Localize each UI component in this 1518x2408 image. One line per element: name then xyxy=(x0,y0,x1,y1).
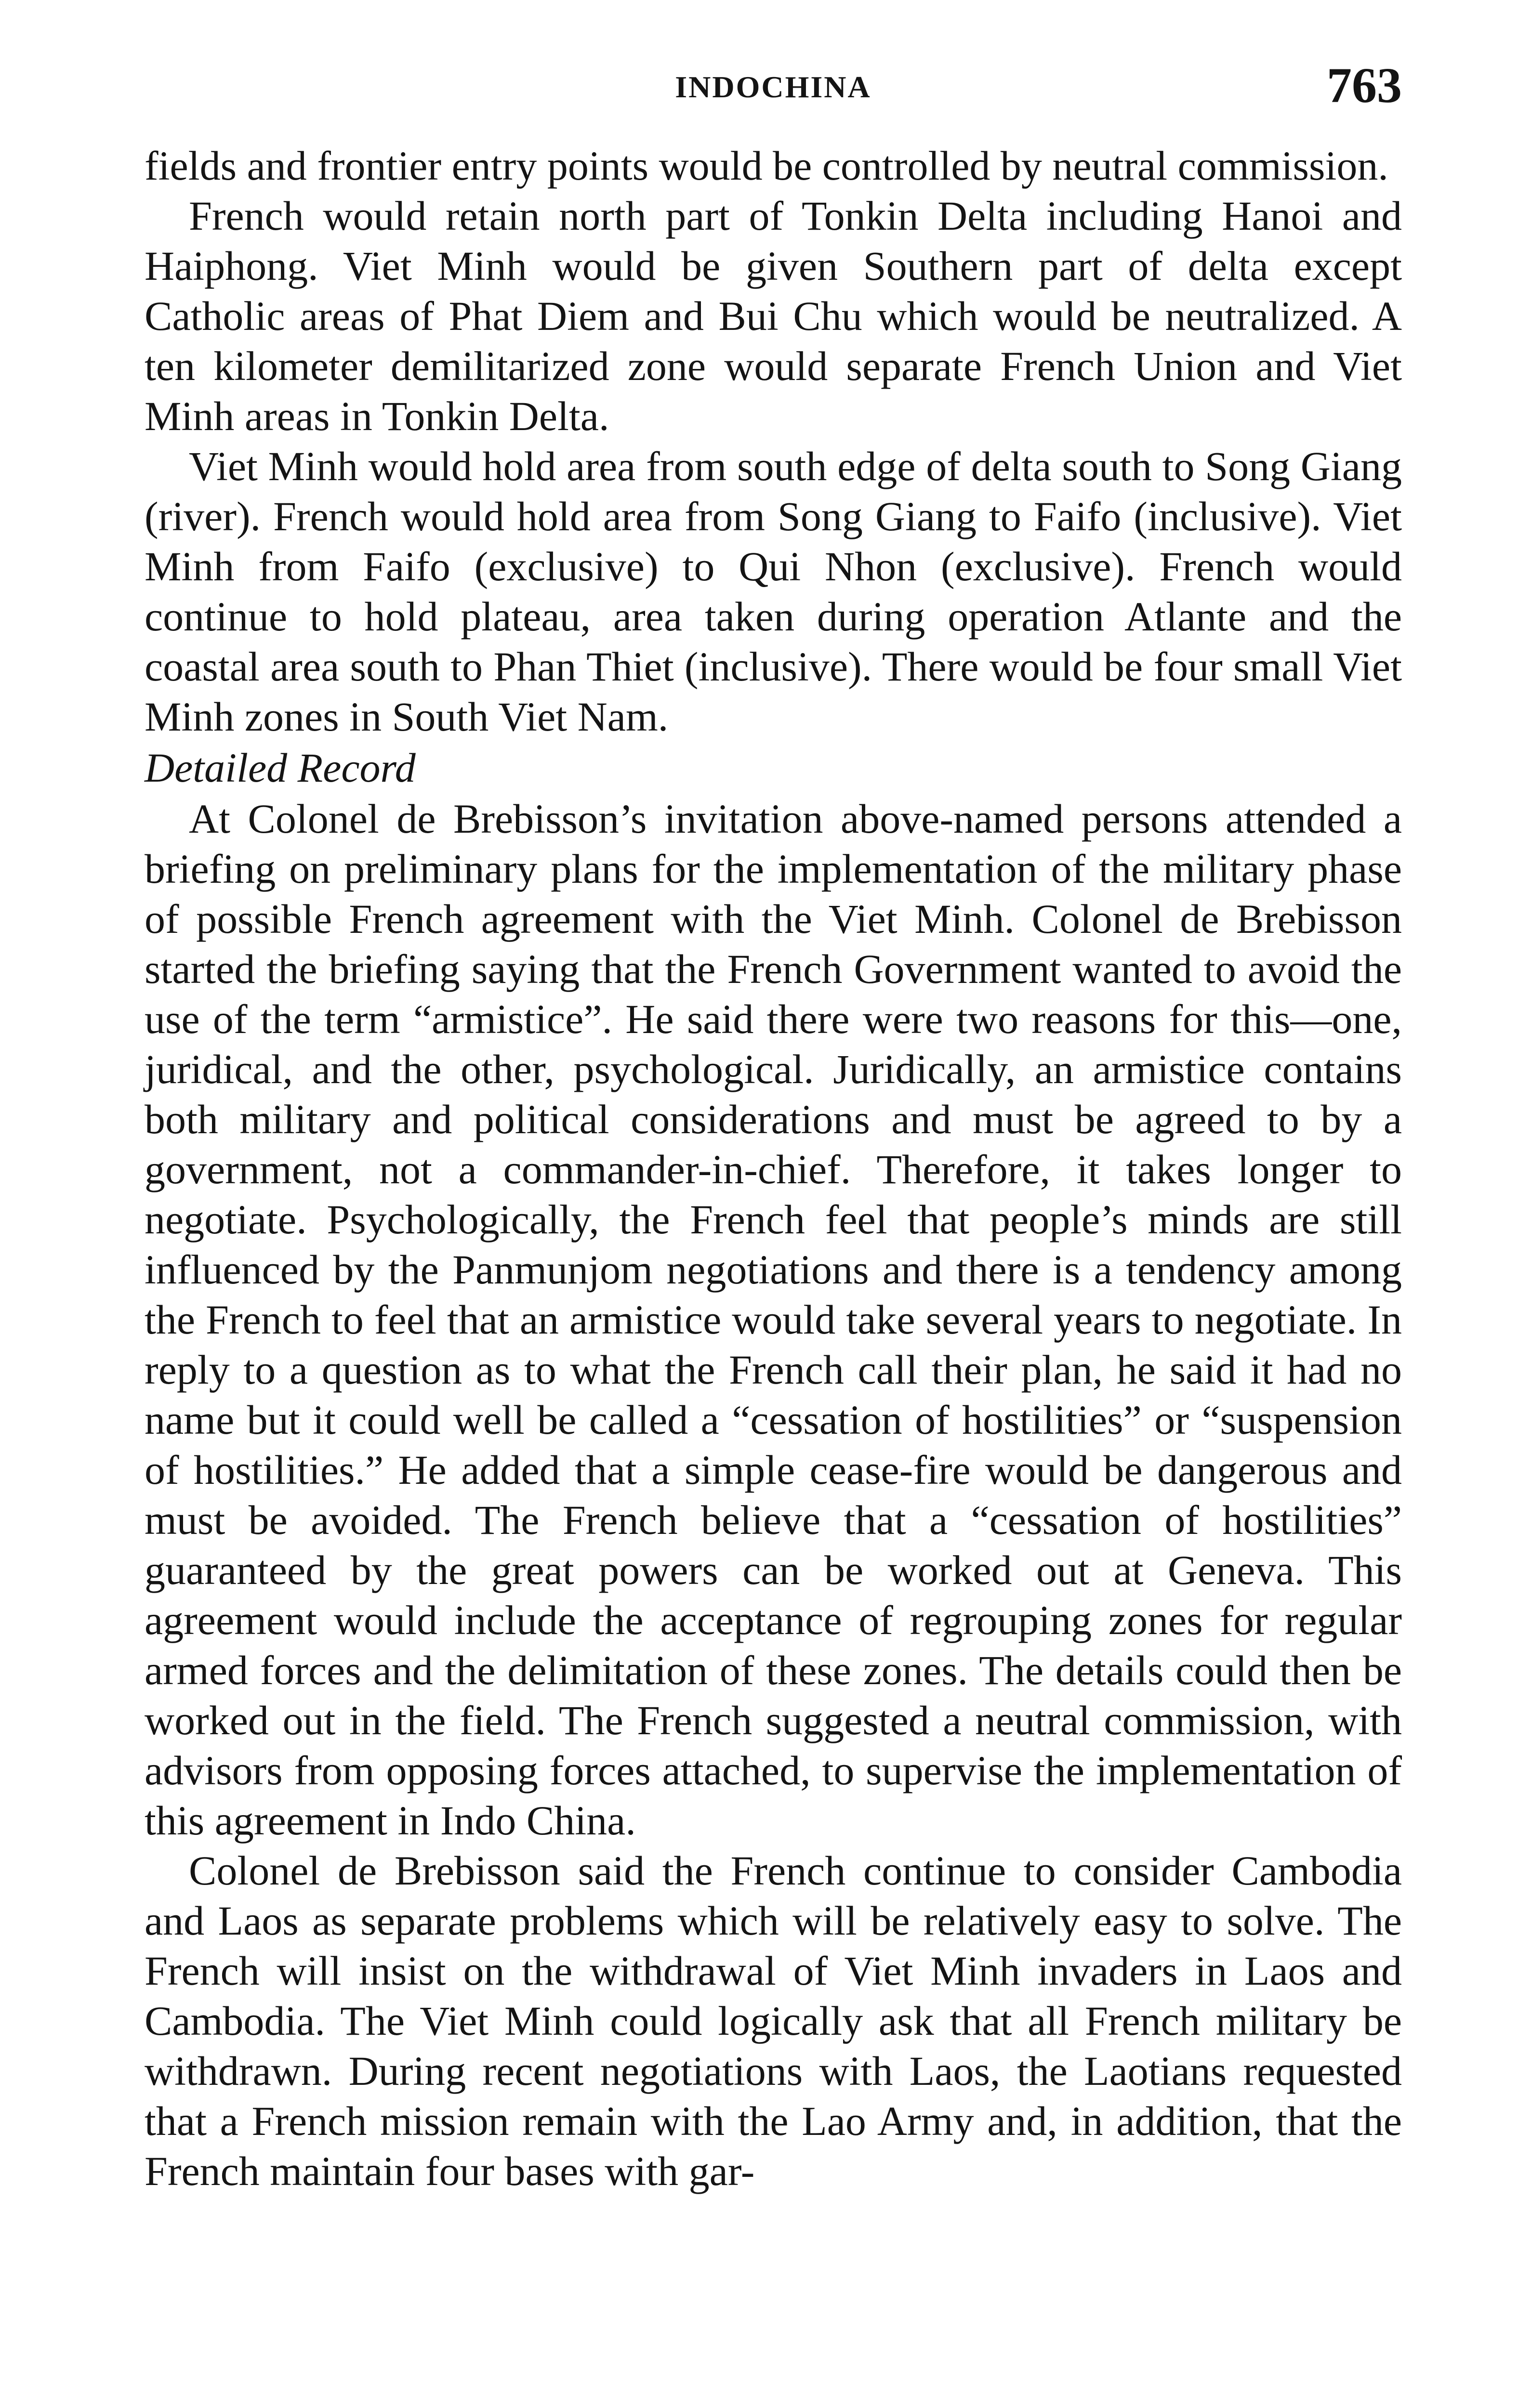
running-header xyxy=(145,57,1402,115)
running-title: INDOCHINA xyxy=(675,70,871,104)
page-number: 763 xyxy=(1327,58,1402,113)
paragraph-zones: Viet Minh would hold area from south edge of delta south to Song Giang (river). French would hold area from Song Giang to Faifo (inclusive). Viet Minh from Faifo (exclusive) to Qui Nhon (exclusive). French would continue to hold plateau, area taken during operation Atlante and the coastal area south to Phan Thiet (inclusive). There would be four small Viet Minh zones in South Viet Nam. xyxy=(145,443,1402,740)
paragraph-continued: fields and frontier entry points would be controlled by neutral commission. xyxy=(145,143,1388,189)
paragraph-cambodia-laos: Colonel de Brebisson said the French continue to consider Cambodia and Laos as separate problems which will be relatively easy to solve. The French will insist on the withdrawal of Viet Minh invaders in Laos and Cambodia. The Viet Minh could logically ask that all French military be withdrawn. During recent negotiations with Laos, the Laotians requested that a French mission remain with the Lao Army and, in addition, that the French maintain four bases with gar- xyxy=(145,1847,1402,2194)
paragraph-tonkin-delta: French would retain north part of Tonkin Delta including Hanoi and Haiphong. Viet Minh would be given Southern part of delta except Catholic areas of Phat Diem and Bui Chu which would be neutralized. A ten kilometer demilitarized zone would separate French Union and Viet Minh areas in Tonkin Delta. xyxy=(145,193,1402,439)
body-text xyxy=(145,141,1402,2196)
paragraph-briefing: At Colonel de Brebisson’s invitation above-named persons attended a briefing on preliminary plans for the implementation of the military phase of possible French agreement with the Viet Minh. Colonel de Brebisson started the briefing saying that the French Government wanted to avoid the use of the term “armistice”. He said there were two reasons for this—one, juridical, and the other, psychological. Juridically, an armistice contains both military and political considerations and must be agreed to by a government, not a commander-in-chief. Therefore, it takes longer to negotiate. Psychologically, the French feel that people’s minds are still influenced by the Panmunjom negotiations and there is a tendency among the French to feel that an armistice would take several years to negotiate. In reply to a question as to what the French call their plan, he said it had no name but it could well be called a “cessation of hostilities” or “suspension of hostilities.” He added that a simple cease-fire would be dangerous and must be avoided. The French believe that a “cessation of hostilities” guaranteed by the great powers can be worked out at Geneva. This agreement would include the acceptance of regrouping zones for regular armed forces and the delimitation of these zones. The details could then be worked out in the field. The French suggested a neutral commission, with advisors from opposing forces attached, to supervise the implementation of this agreement in Indo China. xyxy=(145,796,1402,1844)
section-heading: Detailed Record xyxy=(145,745,416,791)
